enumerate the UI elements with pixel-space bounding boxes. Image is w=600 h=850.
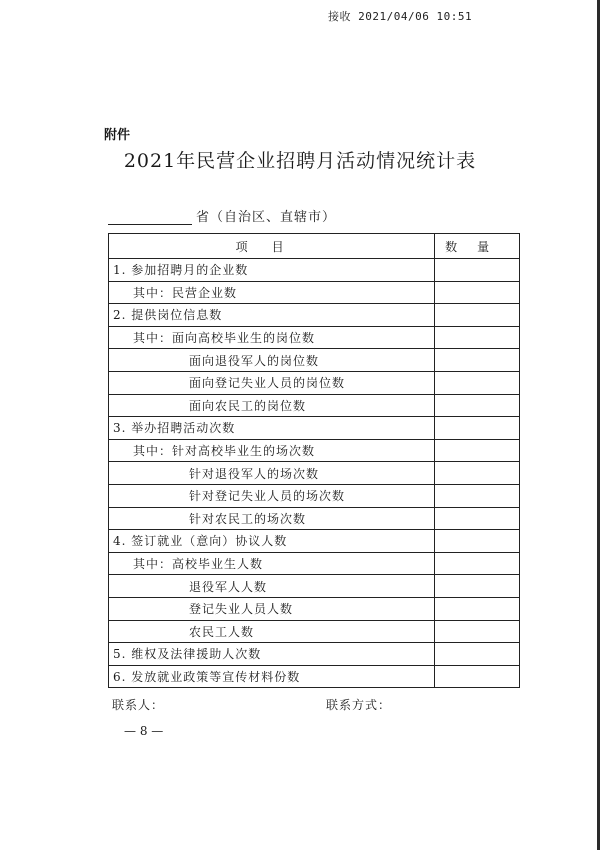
row-quantity-cell[interactable] [435,484,520,507]
row-quantity-cell[interactable] [435,371,520,394]
row-item-label: 面向农民工的岗位数 [109,394,435,417]
row-item-label: 其中：针对高校毕业生的场次数 [109,439,435,462]
table-row [109,597,520,620]
page-title: 2021年民营企业招聘月活动情况统计表 [123,150,477,172]
table-row [109,304,520,327]
row-item-label: 其中：高校毕业生人数 [109,552,435,575]
province-blank-field [108,208,192,225]
table-row [109,417,520,440]
attachment-label: 附件 [104,128,131,143]
row-quantity-cell[interactable] [435,394,520,417]
row-quantity-cell[interactable] [435,417,520,440]
contact-person-label: 联系人： [112,698,165,712]
header-quantity: 数量 [435,234,520,259]
table-row [109,507,520,530]
row-quantity-cell[interactable] [435,507,520,530]
province-line [108,206,336,225]
row-quantity-cell[interactable] [435,326,520,349]
row-item-label: 其中：民营企业数 [109,281,435,304]
table-row [109,665,520,688]
page-number: — 8 — [124,724,164,738]
row-quantity-cell[interactable] [435,259,520,282]
table-row [109,394,520,417]
table-row [109,575,520,598]
table-row [109,349,520,372]
row-quantity-cell[interactable] [435,349,520,372]
statistics-table [108,233,520,688]
table-row [109,643,520,666]
table-header-row [109,234,520,259]
row-quantity-cell[interactable] [435,620,520,643]
row-item-label: 3. 举办招聘活动次数 [109,417,435,440]
table-row [109,462,520,485]
table-row [109,259,520,282]
row-quantity-cell[interactable] [435,552,520,575]
row-item-label: 农民工人数 [109,620,435,643]
table-row [109,530,520,553]
table-row [109,552,520,575]
contact-method-label: 联系方式： [326,698,392,712]
row-quantity-cell[interactable] [435,439,520,462]
row-item-label: 其中：面向高校毕业生的岗位数 [109,326,435,349]
row-item-label: 退役军人人数 [109,575,435,598]
row-quantity-cell[interactable] [435,575,520,598]
table-row [109,371,520,394]
row-quantity-cell[interactable] [435,643,520,666]
row-item-label: 登记失业人员人数 [109,597,435,620]
row-quantity-cell[interactable] [435,462,520,485]
row-quantity-cell[interactable] [435,304,520,327]
table-row [109,281,520,304]
row-item-label: 6. 发放就业政策等宣传材料份数 [109,665,435,688]
row-item-label: 针对农民工的场次数 [109,507,435,530]
row-item-label: 4. 签订就业（意向）协议人数 [109,530,435,553]
header-item: 项目 [109,234,435,259]
row-item-label: 5. 维权及法律援助人次数 [109,643,435,666]
table-row [109,439,520,462]
row-item-label: 针对退役军人的场次数 [109,462,435,485]
receipt-stamp: 接收 2021/04/06 10:51 [328,10,473,23]
row-quantity-cell[interactable] [435,665,520,688]
row-item-label: 针对登记失业人员的场次数 [109,484,435,507]
province-suffix: 省（自治区、直辖市） [196,210,337,225]
table-body [109,259,520,688]
row-item-label: 面向登记失业人员的岗位数 [109,371,435,394]
table-row [109,326,520,349]
row-item-label: 1. 参加招聘月的企业数 [109,259,435,282]
row-quantity-cell[interactable] [435,597,520,620]
row-quantity-cell[interactable] [435,530,520,553]
table-row [109,484,520,507]
row-quantity-cell[interactable] [435,281,520,304]
table-row [109,620,520,643]
row-item-label: 2. 提供岗位信息数 [109,304,435,327]
row-item-label: 面向退役军人的岗位数 [109,349,435,372]
